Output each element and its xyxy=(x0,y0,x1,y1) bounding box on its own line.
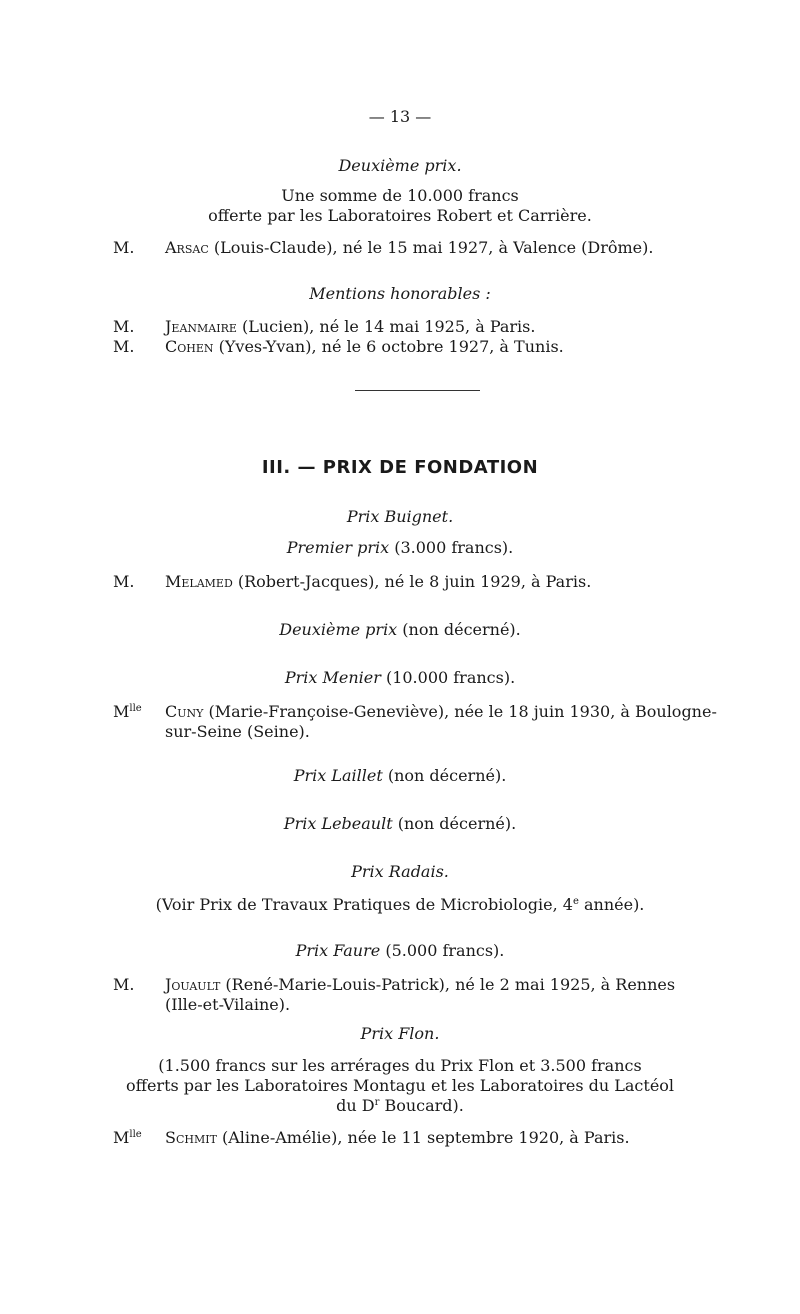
entry-details: (Aline-Amélie), née le 11 septembre 1920, à Paris. xyxy=(216,1128,630,1147)
honorific: M. xyxy=(113,317,135,336)
winner-entry-jouault-cont: (Ille-et-Vilaine). xyxy=(165,995,291,1014)
prix-laillet-heading xyxy=(0,766,800,786)
surname: Arsac xyxy=(165,238,209,257)
prix-flon-note-line2: offerts par les Laboratoires Montagu et les Laboratoires du Lactéol xyxy=(125,1076,675,1095)
winner-entry-cuny xyxy=(113,702,733,722)
prix-radais-heading: Prix Radais. xyxy=(351,862,449,881)
winner-entry-cuny-cont: sur-Seine (Seine). xyxy=(165,722,310,741)
prix-faure-heading xyxy=(0,941,800,961)
honorific: $M^{lle}$ xyxy=(113,1128,142,1147)
honorific: M. xyxy=(113,975,135,994)
entry-details: (Yves-Yvan), né le 6 octobre 1927, à Tunis. xyxy=(213,337,564,356)
premier-prix-label: Premier prix xyxy=(286,538,390,557)
deuxieme-prix-desc-line2: offerte par les Laboratoires Robert et Carrière. xyxy=(208,206,592,225)
entry-details: (Marie-Françoise-Geneviève), née le 18 juin 1930, à Boulogne- xyxy=(203,702,717,721)
section-heading-fondation: III. — PRIX DE FONDATION xyxy=(261,457,539,478)
honorific: M. xyxy=(113,337,135,356)
honorific: $M^{lle}$ xyxy=(113,702,142,721)
page-number: — 13 — xyxy=(368,107,432,126)
winner-entry-arsac xyxy=(113,238,733,258)
entry-details: (Lucien), né le 14 mai 1925, à Paris. xyxy=(236,317,536,336)
prix-radais-note: (Voir Prix de Travaux Pratiques de Microbiologie, 4e année). xyxy=(155,895,645,914)
surname: Schmit xyxy=(165,1128,217,1147)
entry-details: (René-Marie-Louis-Patrick), né le 2 mai 1925, à Rennes xyxy=(220,975,676,994)
section-divider xyxy=(355,390,480,391)
winner-entry-melamed xyxy=(113,572,733,592)
prix-flon-heading: Prix Flon. xyxy=(360,1024,440,1043)
entry-details: (Louis-Claude), né le 15 mai 1927, à Valence (Drôme). xyxy=(208,238,654,257)
premier-prix-amount: (3.000 francs). xyxy=(389,538,514,557)
deuxieme-prix-status: (non décerné). xyxy=(397,620,521,639)
deuxieme-prix-label: Deuxième prix xyxy=(279,620,398,639)
mentions-heading: Mentions honorables : xyxy=(309,284,491,303)
surname: Melamed xyxy=(165,572,233,591)
winner-entry-schmit xyxy=(113,1128,733,1148)
prix-menier-amount: (10.000 francs). xyxy=(380,668,516,687)
surname: Cohen xyxy=(165,337,214,356)
deuxieme-prix-heading: Deuxième prix. xyxy=(338,156,462,175)
honorific: M. xyxy=(113,572,135,591)
mention-entry-cohen xyxy=(113,337,733,357)
honorific: M. xyxy=(113,238,135,257)
buignet-premier-prix xyxy=(0,538,800,558)
prix-lebeault-status: (non décerné). xyxy=(392,814,517,833)
surname: Cuny xyxy=(165,702,204,721)
prix-faure-amount: (5.000 francs). xyxy=(380,941,505,960)
surname: Jouault xyxy=(165,975,221,994)
prix-menier-label: Prix Menier xyxy=(284,668,381,687)
mention-entry-jeanmaire xyxy=(113,317,733,337)
prix-flon-note-line3: du $D^r$ Boucard). xyxy=(336,1096,464,1115)
prix-lebeault-heading xyxy=(0,814,800,834)
deuxieme-prix-desc-line1: Une somme de 10.000 francs xyxy=(281,186,519,205)
prix-lebeault-label: Prix Lebeault xyxy=(283,814,393,833)
prix-menier-heading xyxy=(0,668,800,688)
entry-details: (Robert-Jacques), né le 8 juin 1929, à Paris. xyxy=(232,572,592,591)
prix-flon-note-line1: (1.500 francs sur les arrérages du Prix Flon et 3.500 francs xyxy=(158,1056,642,1075)
surname: Jeanmaire xyxy=(165,317,237,336)
prix-laillet-status: (non décerné). xyxy=(382,766,507,785)
prix-buignet-heading: Prix Buignet. xyxy=(346,507,454,526)
prix-laillet-label: Prix Laillet xyxy=(293,766,383,785)
prix-faure-label: Prix Faure xyxy=(295,941,381,960)
buignet-deuxieme-prix xyxy=(0,620,800,640)
winner-entry-jouault xyxy=(113,975,733,995)
